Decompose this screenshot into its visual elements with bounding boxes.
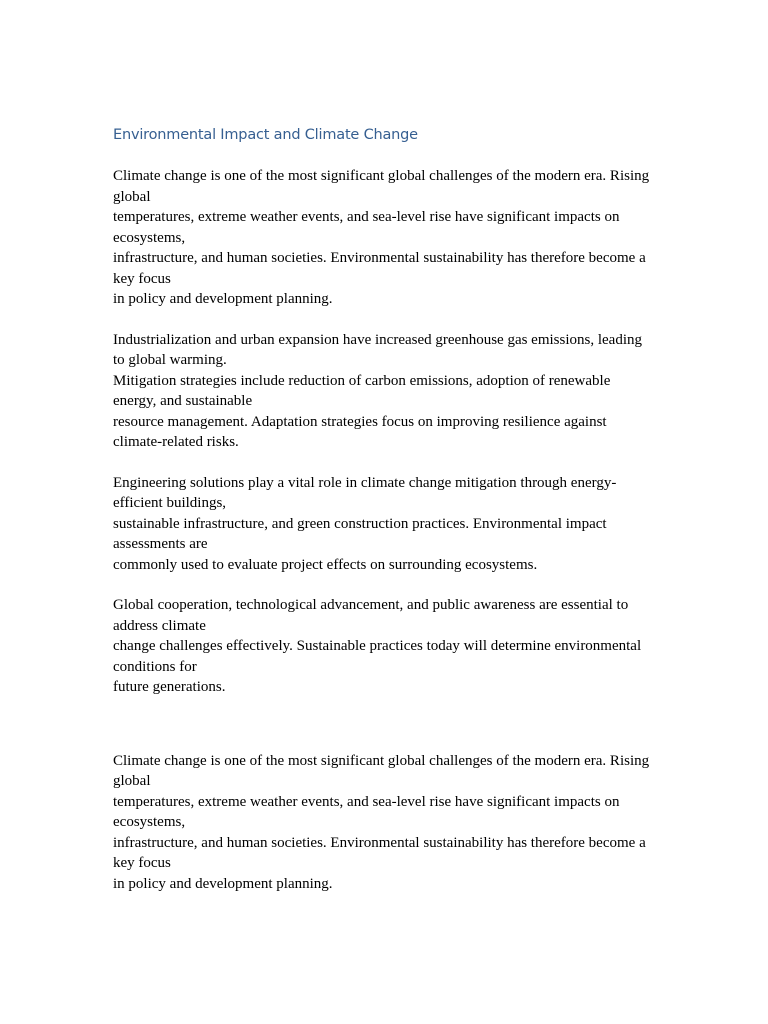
text-line: climate-related risks. [113, 434, 239, 450]
text-line: to global warming. [113, 352, 227, 368]
text-line: efficient buildings, [113, 495, 227, 511]
text-line: in policy and development planning. [113, 291, 333, 307]
document-body [113, 124, 658, 914]
text-line: conditions for [113, 658, 197, 675]
text-line: sustainable infrastructure, and green construction practices. Environmental impact [113, 515, 607, 532]
text-line: temperatures, extreme weather events, and sea-level rise have significant impacts on [113, 209, 620, 225]
text-line: in policy and development planning. [113, 875, 333, 892]
paragraph-4 [113, 595, 658, 698]
text-line: infrastructure, and human societies. Environmental sustainability has therefore become a [113, 250, 646, 266]
text-line: Climate change is one of the most significant global challenges of the modern era. Rising [113, 168, 650, 184]
text-line: Climate change is one of the most significant global challenges of the modern era. Rising [113, 752, 650, 769]
text-line: assessments are [113, 536, 208, 552]
text-line: Engineering solutions play a vital role in climate change mitigation through energy- [113, 474, 617, 491]
text-line: global [113, 773, 151, 789]
paragraph-2 [113, 330, 658, 453]
text-line: commonly used to evaluate project effects on surrounding ecosystems. [113, 556, 538, 573]
text-line: infrastructure, and human societies. Environmental sustainability has therefore become a [113, 834, 646, 851]
text-line: future generations. [113, 679, 226, 695]
paragraph-1 [113, 166, 658, 310]
document-title: Environmental Impact and Climate Change [113, 127, 418, 143]
text-line: global [113, 188, 151, 205]
text-line: ecosystems, [113, 229, 186, 246]
paragraph-5 [113, 751, 658, 895]
text-line: Industrialization and urban expansion have increased greenhouse gas emissions, leading [113, 331, 643, 348]
text-line: change challenges effectively. Sustainable practices today will determine environmental [113, 638, 642, 654]
text-line: address climate [113, 617, 206, 634]
text-line: temperatures, extreme weather events, and sea-level rise have significant impacts on [113, 793, 620, 810]
text-line: Global cooperation, technological advancement, and public awareness are essential to [113, 597, 629, 613]
text-line: energy, and sustainable [113, 393, 253, 409]
text-line: resource management. Adaptation strategies focus on improving resilience against [113, 413, 607, 430]
paragraph-3 [113, 473, 658, 576]
text-line: key focus [113, 270, 171, 287]
text-line: Mitigation strategies include reduction of carbon emissions, adoption of renewable [113, 372, 611, 389]
text-line: ecosystems, [113, 814, 186, 830]
text-line: key focus [113, 855, 171, 871]
